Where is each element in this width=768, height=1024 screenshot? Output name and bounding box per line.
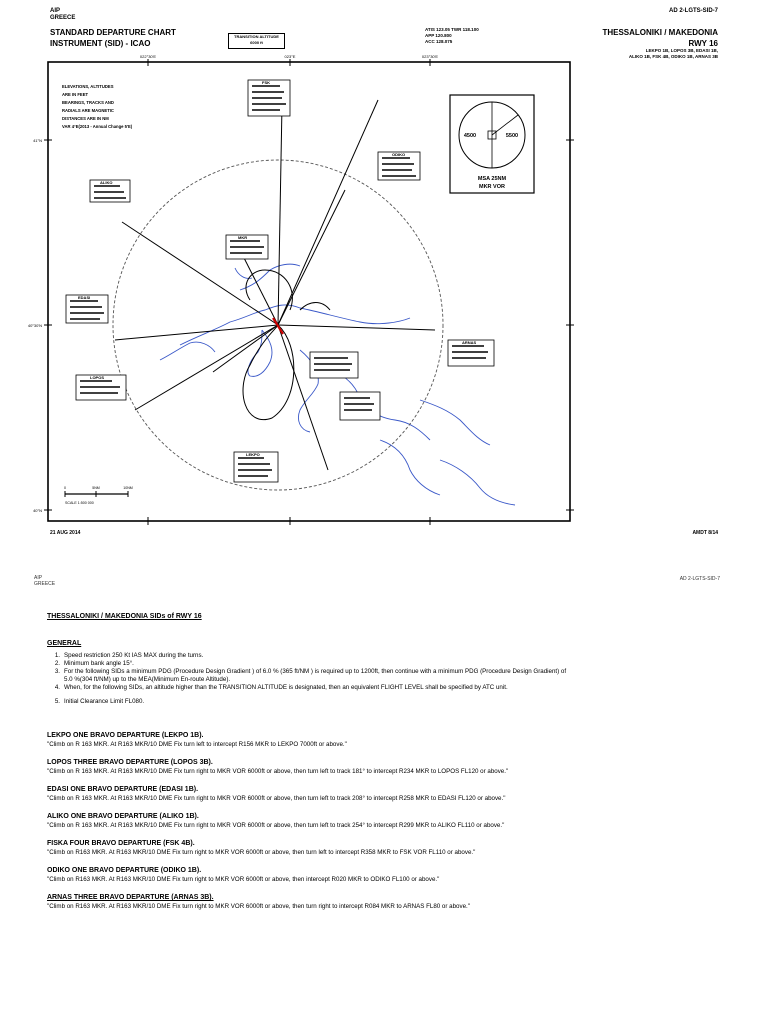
sid-description: "Climb on R163 MKR. At R163 MKR/10 DME Fix turn right to MKR VOR 6000ft or above, then turn right to intercept R084 MKR to ARNAS FL80 or above." [47,903,470,910]
sid-aliko [47,812,737,830]
chart-title-line2: INSTRUMENT (SID) - ICAO [50,39,151,48]
sid-edasi [47,785,737,803]
freq-line1: ATIS 123.05 TWR 118.100 [425,27,479,32]
scale-tick-5: 5NM [92,486,100,490]
sid-list-line2: ALIKO 1B, FSK 4B, ODIKO 1B, ARNAS 3B [628,54,718,59]
chart-date: 21 AUG 2014 [50,530,81,536]
page-header-left [34,575,55,587]
note-4: RADIALS ARE MAGNETIC [62,108,114,113]
msa-label: MSA 25NM [477,176,507,182]
note-5: DISTANCES ARE IN NM [62,116,109,121]
sid-description: "Climb on R 163 MKR. At R163 MKR/10 DME Fix turn left to intercept R156 MKR to LEKPO 7000ft or above." [47,741,347,748]
sid-name: EDASI ONE BRAVO DEPARTURE (EDASI 1B). [47,786,199,793]
sid-lekpo [47,731,737,749]
sid-name: LEKPO ONE BRAVO DEPARTURE (LEKPO 1B). [47,732,204,739]
odiko-route [278,100,378,325]
list-item: 4. When, for the following SIDs, an altitude higher than the TRANSITION ALTITUDE is designated, then an equivalent FLIGHT LEVEL shall be specified by ATC unit. [54,684,508,691]
fix-odiko: ODIKO [392,152,406,157]
lekpo-route [278,325,328,470]
sid-description: "Climb on R 163 MKR. At R163 MKR/10 DME Fix turn right to MKR VOR 6000ft or above, then turn left to track 208° to intercept R258 MKR to EDASI FL120 or above." [47,795,506,802]
page-doc-id: AD 2-LGTS-SID-7 [679,576,720,582]
sid-description: "Climb on R163 MKR. At R163 MKR/10 DME Fix turn right to MKR VOR 6000ft or above, then turn left to intercept R358 MKR to FSK VOR FL110 or above." [47,849,476,856]
sid-description: "Climb on R 163 MKR. At R163 MKR/10 DME Fix turn right to MKR VOR 6000ft or above, then turn left to track 181° to intercept R234 MKR to LOPOS FL120 or above." [47,768,509,775]
sid-name: ALIKO ONE BRAVO DEPARTURE (ALIKO 1B). [47,813,199,820]
fix-fsk: FSK [262,80,270,85]
note-1: ELEVATIONS, ALTITUDES [62,84,114,89]
fsk-route [278,105,282,325]
general-heading: GENERAL [47,640,82,647]
sid-odiko [47,866,737,884]
msa-diagram [450,95,534,193]
freq-line2: APP 120.800 [425,33,452,38]
scale-bar [64,486,133,505]
fix-mkr: MKR [238,235,248,240]
airport-name: THESSALONIKI / MAKEDONIA [602,28,718,37]
sid-name: ODIKO ONE BRAVO DEPARTURE (ODIKO 1B). [47,867,202,874]
sid-fsk [47,839,737,857]
sid-name: LOPOS THREE BRAVO DEPARTURE (LOPOS 3B). [47,759,213,766]
list-item: 5. Initial Clearance Limit FL080. [54,698,145,705]
transition-value: 6000 ft [250,40,263,45]
freq-line3: ACC 128.075 [425,39,453,44]
msa-alt-left: 4500 [463,133,477,139]
side-tick-3: 40°N [33,508,42,513]
fix-arnas: ARNAS [462,340,477,345]
note-2: ARE IN FEET [62,92,89,97]
runway-label: RWY 16 [688,39,718,48]
sid-list-line1: LEKPO 1B, LOPOS 3B, EDASI 1B, [645,48,718,53]
fix-lekpo: LEKPO [246,452,260,457]
sid-name: FISKA FOUR BRAVO DEPARTURE (FSK 4B). [47,840,195,847]
top-tick-2: 023°E [284,54,296,59]
fix-aliko: ALIKO [100,180,113,185]
side-tick-2: 40°30'N [27,323,42,328]
note-6: VAR 4°E(2013 - Annual Change 5'E) [62,124,133,129]
side-tick-1: 41°N [33,138,42,143]
coastline [160,264,515,505]
page-aip: AIP [34,575,43,581]
scale-tick-10: 10NM [123,486,133,490]
sid-line-ne [278,190,345,325]
sid-description: "Climb on R 163 MKR. At R163 MKR/10 DME Fix turn right to MKR VOR 6000ft or above, then turn left to track 254° to intercept R299 MKR to ALIKO FL110 or above." [47,822,505,829]
sid-name: ARNAS THREE BRAVO DEPARTURE (ARNAS 3B). [47,894,214,901]
scale-tick-0: 0 [64,486,66,490]
transition-label: TRANSITION ALTITUDE [234,34,279,39]
list-item: 5.0 %(304 ft/NM) up to the MEA(Minimum En-route Altitude). [64,676,231,683]
general-list [47,652,727,706]
aip-label: AIP [50,8,61,14]
fix-lopos: LOPOS [90,375,105,380]
scale-label: SCALE 1:500 000 [65,501,94,505]
list-item: 1. Speed restriction 250 Kt IAS MAX during the turns. [54,652,204,659]
note-3: BEARINGS, TRACKS AND [62,100,114,105]
page-country: GREECE [34,581,56,587]
chart-title-line1: STANDARD DEPARTURE CHART [50,28,176,37]
arnas-route [278,325,435,330]
sid-lopos [47,758,737,776]
top-tick-1: 022°30'E [139,54,157,59]
chart-amdt: AMDT 8/14 [692,530,718,536]
list-item: 2. Minimum bank angle 15°. [54,660,134,667]
sid-description: "Climb on R163 MKR. At R163 MKR/10 DME Fix turn right to MKR VOR 6000ft or above, then intercept R020 MKR to ODIKO FL100 or above." [47,876,440,883]
fix-labels [78,80,477,457]
sid-arnas [47,893,737,911]
fix-edasi: EDASI [78,295,91,300]
list-item: 3. For the following SIDs a minimum PDG (Procedure Design Gradient ) of 6.0 % (365 ft/NM ) is required up to 1200ft, then continue with a minimum PDG (Procedure Design Gradient) of [54,668,567,675]
country-label: GREECE [50,15,76,21]
page-title: THESSALONIKI / MAKEDONIA SIDs of RWY 16 [47,613,202,620]
top-tick-3: 023°30'E [421,54,439,59]
msa-vor: MKR VOR [479,184,505,190]
fix-boxes [60,80,494,482]
mkr-detail-box [310,352,358,378]
lopos-route [135,325,278,410]
chart-doc-id: AD 2-LGTS-SID-7 [668,8,718,14]
lekpo-detail-box [340,392,380,420]
msa-alt-right: 5500 [505,133,519,139]
